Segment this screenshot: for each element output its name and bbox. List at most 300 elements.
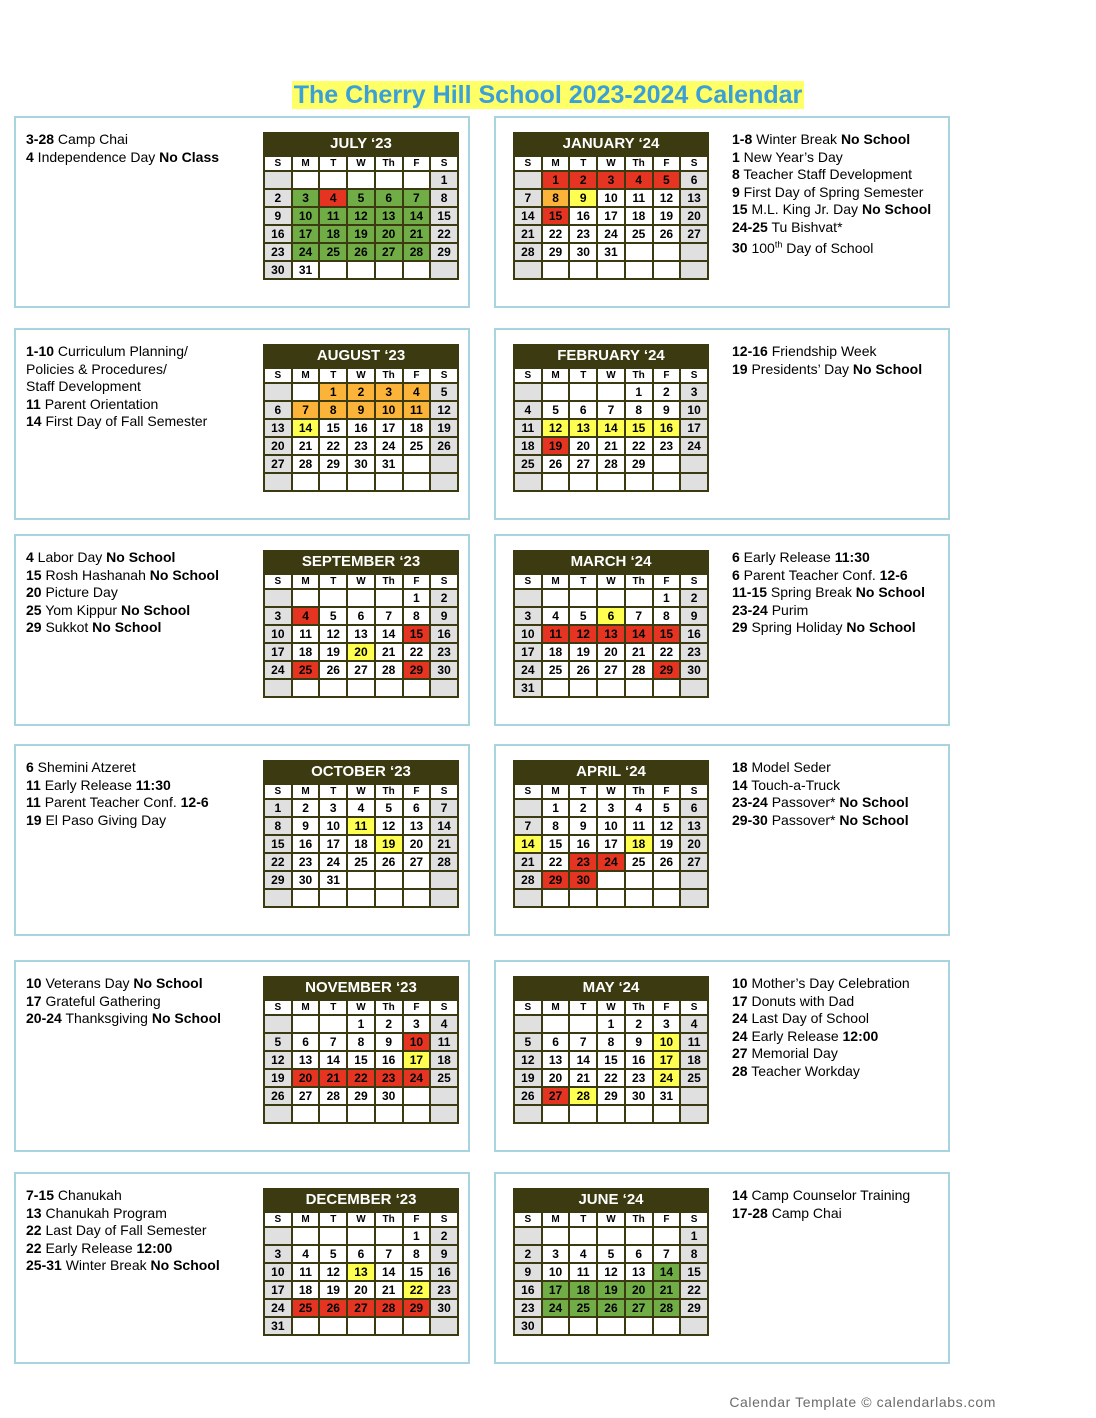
month-panel-oct (14, 744, 470, 936)
empty-cell (375, 871, 403, 889)
empty-cell (514, 261, 542, 279)
day-cell: 2 (375, 1015, 403, 1033)
event-text: Shemini Atzeret (33, 759, 136, 775)
day-cell: 16 (625, 1051, 653, 1069)
day-cell: 6 (403, 799, 431, 817)
empty-cell (514, 383, 542, 401)
empty-cell (264, 1227, 292, 1245)
day-cell: 17 (264, 643, 292, 661)
event-emphasis: 30 (732, 239, 748, 256)
event-text: Teacher Workday (747, 1062, 860, 1079)
event-line (732, 1010, 954, 1028)
empty-cell (347, 889, 375, 907)
empty-cell (569, 1227, 597, 1245)
day-cell: 24 (375, 437, 403, 455)
weekday-header: T (569, 156, 597, 171)
empty-cell (569, 889, 597, 907)
day-cell: 7 (430, 799, 458, 817)
day-cell: 24 (264, 1299, 292, 1317)
weekday-header: M (292, 1000, 320, 1015)
day-cell: 6 (542, 1033, 570, 1051)
day-cell: 31 (653, 1087, 681, 1105)
weekday-header: Th (375, 1000, 403, 1015)
day-cell: 1 (264, 799, 292, 817)
event-emphasis: 18 (732, 759, 748, 775)
weekday-header: S (680, 1000, 708, 1015)
event-emphasis: 29 (26, 619, 42, 635)
empty-cell (347, 473, 375, 491)
empty-cell (514, 1015, 542, 1033)
day-cell: 2 (292, 799, 320, 817)
day-cell: 2 (680, 589, 708, 607)
day-cell: 12 (347, 207, 375, 225)
event-line (732, 759, 954, 777)
weekday-header: Th (625, 156, 653, 171)
day-cell: 7 (319, 1033, 347, 1051)
day-cell: 8 (403, 1245, 431, 1263)
day-cell: 5 (319, 607, 347, 625)
day-cell: 6 (347, 607, 375, 625)
event-emphasis: No School (149, 566, 219, 583)
day-cell: 30 (347, 455, 375, 473)
empty-cell (403, 1317, 431, 1335)
empty-cell (625, 1105, 653, 1123)
weekday-header: M (542, 368, 570, 383)
event-emphasis: 27 (732, 1045, 748, 1061)
event-line (732, 584, 954, 602)
event-emphasis: 14 (732, 776, 748, 793)
empty-cell (347, 261, 375, 279)
event-emphasis: 25-31 (26, 1257, 62, 1273)
day-cell: 17 (597, 207, 625, 225)
event-line (26, 149, 248, 167)
day-cell: 24 (403, 1069, 431, 1087)
day-cell: 21 (597, 437, 625, 455)
empty-cell (264, 473, 292, 491)
day-cell: 2 (569, 799, 597, 817)
empty-cell (625, 1317, 653, 1335)
empty-cell (319, 1105, 347, 1123)
event-line (26, 993, 248, 1011)
event-line (26, 413, 248, 431)
day-cell: 13 (597, 625, 625, 643)
weekday-header: T (319, 784, 347, 799)
day-cell: 14 (653, 1263, 681, 1281)
empty-cell (597, 383, 625, 401)
weekday-header: Th (375, 1212, 403, 1227)
empty-cell (514, 473, 542, 491)
day-cell: 16 (653, 419, 681, 437)
weekday-header: F (653, 156, 681, 171)
month-title: SEPTEMBER ‘23 (263, 550, 459, 573)
weekday-header: S (264, 784, 292, 799)
day-cell: 20 (292, 1069, 320, 1087)
event-emphasis: 6 (732, 549, 740, 565)
day-cell: 28 (375, 661, 403, 679)
day-cell: 11 (430, 1033, 458, 1051)
event-text: Chanukah (54, 1187, 122, 1203)
day-cell: 15 (347, 1051, 375, 1069)
event-line (732, 184, 954, 202)
event-emphasis: 10 (732, 975, 748, 991)
day-cell: 5 (319, 1245, 347, 1263)
empty-cell (653, 1317, 681, 1335)
empty-cell (375, 1317, 403, 1335)
empty-cell (430, 871, 458, 889)
event-line (26, 777, 248, 795)
day-cell: 13 (264, 419, 292, 437)
day-cell: 5 (347, 189, 375, 207)
weekday-header: S (430, 1212, 458, 1227)
day-cell: 15 (403, 625, 431, 643)
day-cell: 28 (319, 1087, 347, 1105)
empty-cell (625, 889, 653, 907)
day-cell: 25 (680, 1069, 708, 1087)
day-cell: 21 (653, 1281, 681, 1299)
weekday-header: S (430, 1000, 458, 1015)
empty-cell (347, 679, 375, 697)
event-emphasis: 24 (732, 1010, 748, 1026)
empty-cell (653, 261, 681, 279)
day-cell: 25 (430, 1069, 458, 1087)
empty-cell (264, 383, 292, 401)
empty-cell (542, 473, 570, 491)
empty-cell (292, 1015, 320, 1033)
day-cell: 25 (514, 455, 542, 473)
footer-credit: Calendar Template © calendarlabs.com (729, 1394, 996, 1410)
weekday-header: F (653, 1000, 681, 1015)
day-cell: 7 (292, 401, 320, 419)
empty-cell (292, 589, 320, 607)
day-cell: 30 (680, 661, 708, 679)
day-cell: 7 (375, 607, 403, 625)
weekday-header: S (514, 368, 542, 383)
day-cell: 16 (347, 419, 375, 437)
event-text: Sukkot (41, 619, 93, 635)
event-text: Purim (767, 601, 809, 618)
empty-cell (403, 455, 431, 473)
day-cell: 29 (347, 1087, 375, 1105)
weekday-header: Th (375, 368, 403, 383)
day-cell: 8 (542, 817, 570, 835)
day-cell: 12 (319, 1263, 347, 1281)
event-text: Parent Teacher Conf. (739, 566, 880, 583)
day-cell: 5 (597, 1245, 625, 1263)
weekday-header: W (597, 784, 625, 799)
event-emphasis: 24 (732, 1027, 748, 1044)
event-emphasis: 28 (732, 1062, 748, 1079)
event-text: Spring Holiday (747, 619, 847, 635)
day-cell: 7 (569, 1033, 597, 1051)
weekday-header: W (347, 368, 375, 383)
day-cell: 20 (542, 1069, 570, 1087)
empty-cell (625, 261, 653, 279)
day-cell: 13 (625, 1263, 653, 1281)
weekday-header: S (680, 1212, 708, 1227)
event-text: M.L. King Jr. Day (747, 201, 862, 217)
weekday-header: T (569, 1000, 597, 1015)
empty-cell (430, 679, 458, 697)
event-text: Early Release (41, 1239, 137, 1256)
weekday-header: T (319, 368, 347, 383)
event-line (732, 361, 954, 379)
day-cell: 21 (514, 853, 542, 871)
event-line (732, 777, 954, 795)
day-cell: 19 (347, 225, 375, 243)
empty-cell (542, 1227, 570, 1245)
empty-cell (542, 589, 570, 607)
weekday-header: F (653, 368, 681, 383)
day-cell: 30 (625, 1087, 653, 1105)
event-emphasis: 19 (26, 811, 42, 828)
weekday-header: M (542, 784, 570, 799)
day-cell: 8 (653, 607, 681, 625)
event-emphasis: 11:30 (834, 549, 870, 565)
empty-cell (375, 889, 403, 907)
event-line (732, 993, 954, 1011)
day-cell: 8 (680, 1245, 708, 1263)
event-line (732, 131, 954, 149)
empty-cell (625, 473, 653, 491)
day-cell: 1 (319, 383, 347, 401)
day-cell: 23 (375, 1069, 403, 1087)
day-cell: 27 (347, 1299, 375, 1317)
day-cell: 11 (625, 817, 653, 835)
day-cell: 17 (375, 419, 403, 437)
day-cell: 13 (375, 207, 403, 225)
day-cell: 3 (375, 383, 403, 401)
day-cell: 24 (514, 661, 542, 679)
empty-cell (569, 383, 597, 401)
event-emphasis: 15 (26, 566, 42, 583)
day-cell: 21 (514, 225, 542, 243)
day-cell: 11 (319, 207, 347, 225)
day-cell: 20 (597, 643, 625, 661)
day-cell: 13 (542, 1051, 570, 1069)
event-line (26, 619, 248, 637)
day-cell: 13 (292, 1051, 320, 1069)
day-cell: 22 (680, 1281, 708, 1299)
month-title: JUNE ‘24 (513, 1188, 709, 1211)
event-text: Veterans Day (41, 975, 134, 991)
day-cell: 9 (430, 607, 458, 625)
day-cell: 29 (542, 243, 570, 261)
day-cell: 24 (319, 853, 347, 871)
day-cell: 17 (292, 225, 320, 243)
empty-cell (403, 473, 431, 491)
day-cell: 14 (375, 1263, 403, 1281)
weekday-header: S (680, 574, 708, 589)
day-cell: 22 (264, 853, 292, 871)
empty-cell (375, 1227, 403, 1245)
weekday-header: T (319, 574, 347, 589)
event-line (26, 378, 248, 396)
day-cell: 17 (653, 1051, 681, 1069)
day-cell: 25 (625, 853, 653, 871)
weekday-header: M (292, 784, 320, 799)
event-line (26, 396, 248, 414)
day-cell: 28 (514, 871, 542, 889)
empty-cell (403, 1087, 431, 1105)
day-cell: 7 (625, 607, 653, 625)
day-cell: 23 (569, 225, 597, 243)
empty-cell (542, 1105, 570, 1123)
day-cell: 29 (542, 871, 570, 889)
month-title: JULY ‘23 (263, 132, 459, 155)
day-cell: 3 (264, 607, 292, 625)
day-cell: 7 (375, 1245, 403, 1263)
day-cell: 10 (264, 1263, 292, 1281)
day-cell: 25 (542, 661, 570, 679)
day-cell: 14 (514, 835, 542, 853)
day-cell: 16 (292, 835, 320, 853)
weekday-header: W (347, 784, 375, 799)
day-cell: 23 (625, 1069, 653, 1087)
weekday-header: F (403, 1212, 431, 1227)
event-emphasis: No School (846, 619, 916, 635)
day-cell: 17 (542, 1281, 570, 1299)
empty-cell (264, 1105, 292, 1123)
day-cell: 18 (542, 643, 570, 661)
empty-cell (319, 589, 347, 607)
empty-cell (430, 455, 458, 473)
day-cell: 28 (597, 455, 625, 473)
day-cell: 1 (347, 1015, 375, 1033)
day-cell: 3 (680, 383, 708, 401)
empty-cell (347, 171, 375, 189)
empty-cell (347, 1105, 375, 1123)
day-cell: 11 (347, 817, 375, 835)
empty-cell (375, 473, 403, 491)
empty-cell (292, 1105, 320, 1123)
day-cell: 26 (569, 661, 597, 679)
day-cell: 12 (514, 1051, 542, 1069)
empty-cell (625, 243, 653, 261)
event-emphasis: 1-8 (732, 131, 753, 147)
weekday-header: M (542, 1000, 570, 1015)
empty-cell (403, 261, 431, 279)
day-cell: 29 (403, 661, 431, 679)
day-cell: 31 (514, 679, 542, 697)
day-cell: 6 (680, 799, 708, 817)
day-cell: 18 (292, 1281, 320, 1299)
day-cell: 11 (292, 1263, 320, 1281)
weekday-header: M (542, 1212, 570, 1227)
event-emphasis: 4 (26, 148, 34, 165)
empty-cell (292, 889, 320, 907)
event-emphasis: 11 (26, 794, 41, 810)
day-cell: 10 (319, 817, 347, 835)
day-cell: 20 (375, 225, 403, 243)
day-cell: 20 (680, 207, 708, 225)
weekday-header: M (542, 574, 570, 589)
weekday-header: F (653, 1212, 681, 1227)
day-cell: 4 (514, 401, 542, 419)
day-cell: 6 (264, 401, 292, 419)
day-cell: 9 (569, 817, 597, 835)
day-cell: 27 (680, 225, 708, 243)
page-title: The Cherry Hill School 2023-2024 Calendar (293, 81, 803, 109)
day-cell: 23 (514, 1299, 542, 1317)
day-cell: 9 (375, 1033, 403, 1051)
month-calendar (263, 976, 459, 1124)
event-text: Tu Bishvat* (767, 218, 843, 235)
event-emphasis: 1-10 (26, 343, 55, 359)
event-notes (732, 759, 954, 829)
weekday-header: W (347, 1212, 375, 1227)
event-text: Passover* (767, 811, 840, 828)
event-text: New Year’s Day (739, 148, 843, 165)
day-cell: 22 (597, 1069, 625, 1087)
event-emphasis: No School (151, 1010, 222, 1026)
empty-cell (680, 1105, 708, 1123)
day-cell: 8 (430, 189, 458, 207)
day-cell: 9 (680, 607, 708, 625)
empty-cell (430, 1087, 458, 1105)
event-line (26, 361, 248, 379)
empty-cell (430, 889, 458, 907)
empty-cell (319, 1015, 347, 1033)
day-cell: 16 (264, 225, 292, 243)
weekday-header: Th (375, 574, 403, 589)
weekday-header: F (653, 574, 681, 589)
day-cell: 18 (569, 1281, 597, 1299)
empty-cell (653, 679, 681, 697)
day-cell: 28 (375, 1299, 403, 1317)
weekday-header: M (292, 368, 320, 383)
day-cell: 27 (597, 661, 625, 679)
empty-cell (403, 889, 431, 907)
day-cell: 19 (430, 419, 458, 437)
day-cell: 12 (597, 1263, 625, 1281)
day-cell: 23 (680, 643, 708, 661)
day-cell: 3 (542, 1245, 570, 1263)
day-cell: 31 (597, 243, 625, 261)
event-emphasis: No School (839, 794, 909, 810)
day-cell: 13 (403, 817, 431, 835)
empty-cell (292, 1227, 320, 1245)
day-cell: 17 (680, 419, 708, 437)
event-text: First Day of Fall Semester (41, 413, 208, 429)
weekday-header: S (264, 368, 292, 383)
event-notes (26, 975, 248, 1028)
day-cell: 17 (264, 1281, 292, 1299)
empty-cell (292, 383, 320, 401)
day-cell: 28 (403, 243, 431, 261)
month-title: MARCH ‘24 (513, 550, 709, 573)
event-line (26, 549, 248, 567)
event-emphasis: 17 (732, 992, 748, 1009)
event-emphasis: No School (120, 601, 191, 618)
day-cell: 24 (264, 661, 292, 679)
day-cell: 27 (542, 1087, 570, 1105)
day-cell: 10 (292, 207, 320, 225)
day-cell: 4 (569, 1245, 597, 1263)
day-cell: 2 (430, 589, 458, 607)
day-cell: 2 (264, 189, 292, 207)
day-cell: 10 (403, 1033, 431, 1051)
day-cell: 26 (653, 853, 681, 871)
day-cell: 27 (569, 455, 597, 473)
month-calendar (513, 1188, 709, 1336)
day-cell: 14 (430, 817, 458, 835)
empty-cell (347, 589, 375, 607)
event-emphasis: 8 (732, 166, 740, 182)
day-cell: 16 (569, 835, 597, 853)
event-emphasis: 6 (26, 759, 34, 775)
event-notes (26, 1187, 248, 1275)
weekday-header: T (319, 1212, 347, 1227)
